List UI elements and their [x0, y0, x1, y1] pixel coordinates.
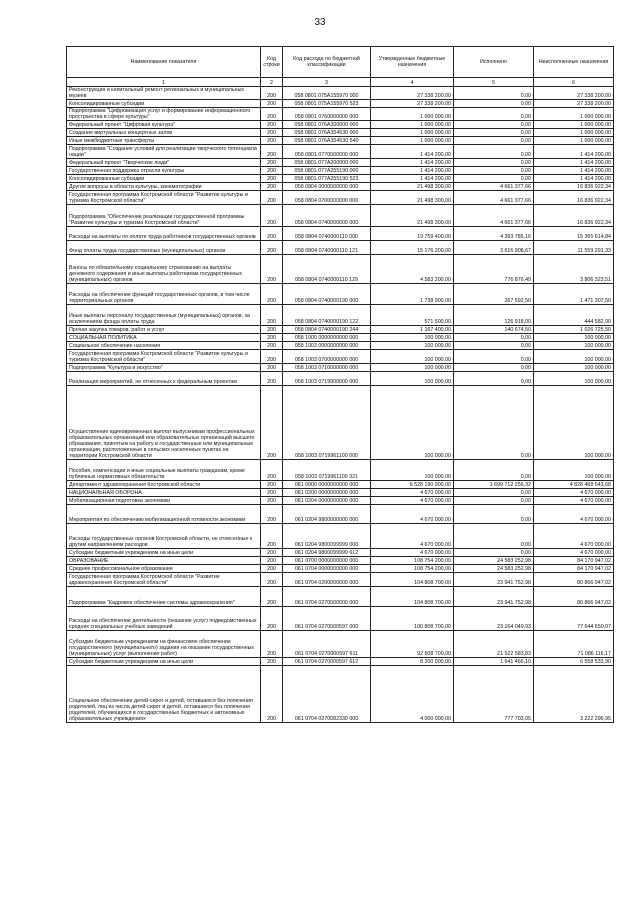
- table-row: [67, 666, 614, 723]
- row-executed: 3 616 908,67: [454, 241, 534, 255]
- row-name: Департамент здравоохранения Костромской области: [67, 481, 261, 489]
- row-name: Консолидированные субсидии: [67, 175, 261, 183]
- row-code: 200: [261, 364, 283, 372]
- row-executed: 0,00: [454, 489, 534, 497]
- row-approved: 15 176 200,00: [371, 241, 454, 255]
- table-row: [67, 565, 614, 573]
- row-classification: 058 0801 0770000000 000: [283, 145, 371, 159]
- row-unexecuted: 1 471 307,50: [534, 284, 614, 305]
- row-name: Федеральный проект "Творческие люди": [67, 159, 261, 167]
- row-classification: 058 0801 075А155970 523: [283, 100, 371, 108]
- row-code: 200: [261, 350, 283, 364]
- table-row: [67, 573, 614, 587]
- row-approved: 4 670 000,00: [371, 505, 454, 524]
- row-name: Государственная программа Костромской области "Развитие культуры и туризма Костромской области": [67, 191, 261, 205]
- row-unexecuted: 1 414 200,00: [534, 175, 614, 183]
- row-approved: 1 000 000,00: [371, 137, 454, 145]
- table-row: [67, 505, 614, 524]
- row-name: Пособия, компенсации и иные социальные выплаты гражданам, кроме публичных нормативных обязательств: [67, 460, 261, 481]
- row-name: Расходы государственных органов Костромской области, не отнесенные к другим направлениям расходов: [67, 524, 261, 549]
- table-row: [67, 607, 614, 631]
- row-approved: 92 608 700,00: [371, 631, 454, 658]
- column-number: 3: [283, 78, 371, 87]
- row-name: Иные выплаты персоналу государственных (муниципальных) органов, за исключением фонда оплаты труда: [67, 305, 261, 326]
- row-unexecuted: 1 000 000,00: [534, 108, 614, 121]
- row-code: 200: [261, 342, 283, 350]
- column-number: 1: [67, 78, 261, 87]
- table-row: [67, 524, 614, 549]
- row-approved: 571 500,00: [371, 305, 454, 326]
- table-row: [67, 326, 614, 334]
- row-classification: 061 0704 0200000000 000: [283, 573, 371, 587]
- row-executed: 1 641 466,10: [454, 658, 534, 666]
- row-approved: 19 759 400,00: [371, 227, 454, 241]
- row-executed: 0,00: [454, 549, 534, 557]
- table-row: [67, 460, 614, 481]
- table-row: [67, 205, 614, 227]
- row-approved: 100 000,00: [371, 364, 454, 372]
- row-code: 200: [261, 557, 283, 565]
- row-name: Подпрограмма "Цифровизация услуг и формирование информационного пространства в сфере культуры": [67, 108, 261, 121]
- row-code: 200: [261, 137, 283, 145]
- row-approved: 4 670 000,00: [371, 524, 454, 549]
- row-name: Социальное обеспечение детей-сирот и детей, оставшихся без попечения родителей, лиц из числа детей-сирот и детей, оставшихся без попечения родителей, обучающихся в государственных бюджетных и автономных образовательных учреждениях: [67, 666, 261, 723]
- header-code: Код строки: [261, 47, 283, 78]
- table-row: [67, 159, 614, 167]
- table-row: [67, 350, 614, 364]
- row-approved: 104 808 700,00: [371, 573, 454, 587]
- row-classification: 061 0704 0270000597 612: [283, 658, 371, 666]
- row-classification: 061 0704 0270000597 000: [283, 607, 371, 631]
- table-row: [67, 227, 614, 241]
- row-name: Подпрограмма "Культура и искусство": [67, 364, 261, 372]
- row-classification: 058 1003 0719961100 000: [283, 386, 371, 460]
- row-code: 200: [261, 145, 283, 159]
- row-executed: 0,00: [454, 497, 534, 505]
- row-name: Расходы на обеспечение функций государственных органов, в том числе территориальных органов: [67, 284, 261, 305]
- row-approved: 100 808 700,00: [371, 607, 454, 631]
- row-unexecuted: 16 836 922,34: [534, 183, 614, 191]
- row-executed: 24 583 252,98: [454, 565, 534, 573]
- row-classification: 058 1003 0700000000 000: [283, 350, 371, 364]
- row-code: 200: [261, 524, 283, 549]
- row-approved: 100 000,00: [371, 372, 454, 386]
- row-executed: 126 918,00: [454, 305, 534, 326]
- row-executed: 0,00: [454, 145, 534, 159]
- row-approved: 1 414 200,00: [371, 159, 454, 167]
- row-code: 200: [261, 549, 283, 557]
- row-approved: 4 000 000,00: [371, 666, 454, 723]
- row-code: 200: [261, 497, 283, 505]
- header-name: Наименование показателя: [67, 47, 261, 78]
- row-unexecuted: 1 414 200,00: [534, 167, 614, 175]
- row-code: 200: [261, 241, 283, 255]
- row-approved: 108 754 200,00: [371, 565, 454, 573]
- row-unexecuted: 27 338 200,00: [534, 87, 614, 100]
- row-unexecuted: 84 170 947,02: [534, 557, 614, 565]
- row-executed: 0,00: [454, 364, 534, 372]
- row-classification: 058 0804 0740000190 000: [283, 284, 371, 305]
- table-row: [67, 364, 614, 372]
- table-row: [67, 167, 614, 175]
- row-code: 200: [261, 205, 283, 227]
- table-row: [67, 183, 614, 191]
- row-unexecuted: 4 828 468 643,68: [534, 481, 614, 489]
- row-approved: 100 000,00: [371, 386, 454, 460]
- row-approved: 4 670 000,00: [371, 549, 454, 557]
- row-name: Субсидии бюджетным учреждениям на финансовое обеспечение государственного (муниципального) задания на оказание государственных (муниципальных) услуг (выполнение работ): [67, 631, 261, 658]
- row-classification: 058 0801 076А354530 540: [283, 137, 371, 145]
- table-row: [67, 145, 614, 159]
- row-executed: 0,00: [454, 159, 534, 167]
- row-classification: 061 0200 0000000000 000: [283, 489, 371, 497]
- table-row: [67, 631, 614, 658]
- row-code: 200: [261, 284, 283, 305]
- row-unexecuted: 84 170 947,02: [534, 565, 614, 573]
- row-classification: 058 0804 0740000110 121: [283, 241, 371, 255]
- row-name: Расходы на обеспечение деятельности (оказание услуг) подведомственных средних специальных учебных заведений: [67, 607, 261, 631]
- row-unexecuted: 1 000 000,00: [534, 137, 614, 145]
- row-approved: 100 000,00: [371, 342, 454, 350]
- row-code: 200: [261, 183, 283, 191]
- column-number-row: [67, 78, 614, 87]
- row-executed: 21 522 583,83: [454, 631, 534, 658]
- row-executed: 0,00: [454, 350, 534, 364]
- row-approved: 4 670 000,00: [371, 489, 454, 497]
- row-code: 200: [261, 326, 283, 334]
- column-number: 5: [454, 78, 534, 87]
- row-classification: 061 0204 9800099999 000: [283, 524, 371, 549]
- budget-table: [66, 46, 614, 723]
- row-classification: 061 0000 0000000000 000: [283, 481, 371, 489]
- row-name: Субсидии бюджетным учреждениям на иные цели: [67, 549, 261, 557]
- row-unexecuted: 4 670 000,00: [534, 497, 614, 505]
- row-code: 200: [261, 505, 283, 524]
- row-unexecuted: 15 365 614,84: [534, 227, 614, 241]
- row-approved: 4 583 200,00: [371, 255, 454, 284]
- row-executed: 4 661 377,66: [454, 183, 534, 191]
- row-name: Среднее профессиональное образование: [67, 565, 261, 573]
- row-executed: 267 592,50: [454, 284, 534, 305]
- row-executed: 0,00: [454, 342, 534, 350]
- row-name: Фонд оплаты труда государственных (муниципальных) органов: [67, 241, 261, 255]
- row-name: Государственная поддержка отрасли культуры: [67, 167, 261, 175]
- row-approved: 100 000,00: [371, 350, 454, 364]
- row-approved: 104 808 700,00: [371, 587, 454, 607]
- row-code: 200: [261, 121, 283, 129]
- row-unexecuted: 80 866 947,02: [534, 573, 614, 587]
- row-approved: 4 670 000,00: [371, 497, 454, 505]
- table-row: [67, 549, 614, 557]
- row-approved: 21 498 300,00: [371, 191, 454, 205]
- row-unexecuted: 100 000,00: [534, 460, 614, 481]
- row-approved: 100 000,00: [371, 460, 454, 481]
- row-classification: 058 0804 0740000110 129: [283, 255, 371, 284]
- row-classification: 058 0804 0740000190 244: [283, 326, 371, 334]
- row-classification: 058 1003 0000000000 000: [283, 342, 371, 350]
- table-row: [67, 386, 614, 460]
- row-executed: 0,00: [454, 334, 534, 342]
- row-approved: 1 000 000,00: [371, 129, 454, 137]
- row-classification: 061 0704 0270000597 611: [283, 631, 371, 658]
- row-name: Подпрограмма "Кадровое обеспечение системы здравоохранения": [67, 587, 261, 607]
- row-code: 200: [261, 175, 283, 183]
- row-name: Расходы на выплаты по оплате труда работников государственных органов: [67, 227, 261, 241]
- table-row: [67, 255, 614, 284]
- row-name: Иные межбюджетные трансферты: [67, 137, 261, 145]
- row-name: СОЦИАЛЬНАЯ ПОЛИТИКА: [67, 334, 261, 342]
- row-classification: 058 0804 0700000000 000: [283, 191, 371, 205]
- row-name: Подпрограмма "Создание условий для реализации творческого потенциала нации": [67, 145, 261, 159]
- row-code: 200: [261, 87, 283, 100]
- row-executed: 0,00: [454, 505, 534, 524]
- row-approved: 1 000 000,00: [371, 108, 454, 121]
- row-classification: 061 0700 0000000000 000: [283, 557, 371, 565]
- row-approved: 8 200 000,00: [371, 658, 454, 666]
- table-row: [67, 481, 614, 489]
- row-unexecuted: 4 670 000,00: [534, 505, 614, 524]
- row-classification: 061 0204 9800000000 000: [283, 505, 371, 524]
- row-classification: 058 0804 0740000110 000: [283, 227, 371, 241]
- row-executed: 4 661 377,66: [454, 205, 534, 227]
- row-unexecuted: 77 644 650,07: [534, 607, 614, 631]
- row-classification: 058 1003 0719900000 000: [283, 372, 371, 386]
- row-code: 200: [261, 159, 283, 167]
- row-name: Государственная программа Костромской области "Развитие здравоохранения Костромской области": [67, 573, 261, 587]
- header-row: [67, 47, 614, 78]
- row-executed: 0,00: [454, 129, 534, 137]
- row-code: 200: [261, 129, 283, 137]
- row-classification: 061 0204 0000000000 000: [283, 497, 371, 505]
- row-code: 200: [261, 100, 283, 108]
- row-code: 200: [261, 305, 283, 326]
- row-executed: 0,00: [454, 175, 534, 183]
- row-name: Другие вопросы в области культуры, кинематографии: [67, 183, 261, 191]
- row-executed: 0,00: [454, 460, 534, 481]
- row-executed: 0,00: [454, 108, 534, 121]
- table-row: [67, 121, 614, 129]
- row-executed: 0,00: [454, 167, 534, 175]
- row-unexecuted: 100 000,00: [534, 372, 614, 386]
- row-classification: 061 0204 9800099999 612: [283, 549, 371, 557]
- row-unexecuted: 100 000,00: [534, 386, 614, 460]
- row-approved: 21 498 300,00: [371, 183, 454, 191]
- row-unexecuted: 1 000 000,00: [534, 129, 614, 137]
- row-unexecuted: 444 582,00: [534, 305, 614, 326]
- row-classification: 061 0704 0270000000 000: [283, 587, 371, 607]
- row-approved: 1 414 200,00: [371, 145, 454, 159]
- row-executed: 4 393 785,16: [454, 227, 534, 241]
- row-approved: 100 000,00: [371, 334, 454, 342]
- row-executed: 0,00: [454, 100, 534, 108]
- row-approved: 108 754 200,00: [371, 557, 454, 565]
- row-classification: 061 0704 0270082330 000: [283, 666, 371, 723]
- row-unexecuted: 1 414 200,00: [534, 159, 614, 167]
- table-row: [67, 587, 614, 607]
- row-unexecuted: 80 866 947,02: [534, 587, 614, 607]
- row-classification: 058 0801 076А354530 000: [283, 129, 371, 137]
- row-name: Взносы по обязательному социальному страхованию на выплаты денежного содержания и иные выплаты работникам государственных (муниципальных) органов: [67, 255, 261, 284]
- row-unexecuted: 3 222 296,95: [534, 666, 614, 723]
- row-unexecuted: 1 026 725,50: [534, 326, 614, 334]
- row-code: 200: [261, 167, 283, 175]
- row-executed: 0,00: [454, 372, 534, 386]
- row-unexecuted: 100 000,00: [534, 364, 614, 372]
- row-approved: 1 414 200,00: [371, 167, 454, 175]
- row-executed: 0,00: [454, 121, 534, 129]
- row-classification: 058 0801 077А255190 523: [283, 175, 371, 183]
- column-number: 2: [261, 78, 283, 87]
- table-row: [67, 334, 614, 342]
- row-name: Социальное обеспечение населения: [67, 342, 261, 350]
- row-approved: 1 167 400,00: [371, 326, 454, 334]
- row-unexecuted: 1 414 200,00: [534, 145, 614, 159]
- row-name: НАЦИОНАЛЬНАЯ ОБОРОНА: [67, 489, 261, 497]
- row-executed: 0,00: [454, 87, 534, 100]
- table-row: [67, 658, 614, 666]
- row-code: 200: [261, 460, 283, 481]
- row-name: Федеральный проект "Цифровая культура": [67, 121, 261, 129]
- row-approved: 6 528 190 900,00: [371, 481, 454, 489]
- row-unexecuted: 16 836 922,34: [534, 191, 614, 205]
- row-code: 200: [261, 481, 283, 489]
- row-unexecuted: 11 559 291,33: [534, 241, 614, 255]
- row-code: 200: [261, 587, 283, 607]
- row-executed: 24 583 252,98: [454, 557, 534, 565]
- row-name: Государственная программа Костромской области "Развитие культуры и туризма Костромской области": [67, 350, 261, 364]
- row-executed: 23 941 752,98: [454, 587, 534, 607]
- table-row: [67, 489, 614, 497]
- row-unexecuted: 6 558 533,90: [534, 658, 614, 666]
- table-row: [67, 342, 614, 350]
- header-unexecuted: Неисполненные назначения: [534, 47, 614, 78]
- row-classification: 058 1003 0710000000 000: [283, 364, 371, 372]
- row-unexecuted: 3 806 323,51: [534, 255, 614, 284]
- row-unexecuted: 71 086 116,17: [534, 631, 614, 658]
- row-classification: 058 0801 077А200000 000: [283, 159, 371, 167]
- row-executed: 140 674,50: [454, 326, 534, 334]
- row-executed: 777 703,05: [454, 666, 534, 723]
- row-name: Консолидированные субсидии: [67, 100, 261, 108]
- row-unexecuted: 4 670 000,00: [534, 489, 614, 497]
- row-executed: 0,00: [454, 386, 534, 460]
- row-executed: 4 661 377,66: [454, 191, 534, 205]
- row-classification: 061 0704 0000000000 000: [283, 565, 371, 573]
- row-name: Субсидии бюджетным учреждениям на иные цели: [67, 658, 261, 666]
- row-unexecuted: 27 338 200,00: [534, 100, 614, 108]
- table-row: [67, 191, 614, 205]
- row-classification: 058 1000 0000000000 000: [283, 334, 371, 342]
- row-approved: 21 498 300,00: [371, 205, 454, 227]
- row-classification: 058 0804 0740000190 122: [283, 305, 371, 326]
- row-executed: 776 876,49: [454, 255, 534, 284]
- row-executed: 0,00: [454, 524, 534, 549]
- row-code: 200: [261, 631, 283, 658]
- row-unexecuted: 1 000 000,00: [534, 121, 614, 129]
- row-name: Создание виртуальных концертных залов: [67, 129, 261, 137]
- table-row: [67, 284, 614, 305]
- row-executed: 23 941 752,98: [454, 573, 534, 587]
- row-classification: 058 1003 0719961100 321: [283, 460, 371, 481]
- table-row: [67, 305, 614, 326]
- row-code: 200: [261, 372, 283, 386]
- row-code: 200: [261, 565, 283, 573]
- row-classification: 058 0804 0000000000 000: [283, 183, 371, 191]
- row-code: 200: [261, 489, 283, 497]
- row-unexecuted: 4 670 000,00: [534, 549, 614, 557]
- row-code: 200: [261, 607, 283, 631]
- row-name: Мобилизационная подготовка экономики: [67, 497, 261, 505]
- row-approved: 1 738 900,00: [371, 284, 454, 305]
- row-executed: 1 699 712 256,32: [454, 481, 534, 489]
- column-number: 6: [534, 78, 614, 87]
- row-code: 200: [261, 386, 283, 460]
- row-name: Мероприятия по обеспечению мобилизационной готовности экономики: [67, 505, 261, 524]
- row-approved: 1 414 200,00: [371, 175, 454, 183]
- row-name: ОБРАЗОВАНИЕ: [67, 557, 261, 565]
- row-executed: 0,00: [454, 137, 534, 145]
- table-row: [67, 175, 614, 183]
- table-row: [67, 241, 614, 255]
- row-unexecuted: 16 836 922,34: [534, 205, 614, 227]
- row-code: 200: [261, 191, 283, 205]
- row-classification: 058 0804 0740000000 000: [283, 205, 371, 227]
- row-name: Подпрограмма "Обеспечение реализации государственной программы "Развитие культуры и туризма Костромской области": [67, 205, 261, 227]
- row-classification: 058 0801 0760000000 000: [283, 108, 371, 121]
- row-name: Реализация мероприятий, не отнесенных к федеральным проектам: [67, 372, 261, 386]
- table-row: [67, 129, 614, 137]
- row-executed: 23 164 049,93: [454, 607, 534, 631]
- row-approved: 1 000 000,00: [371, 121, 454, 129]
- row-classification: 058 0801 075А155970 000: [283, 87, 371, 100]
- row-unexecuted: 100 000,00: [534, 334, 614, 342]
- header-classification: Код расхода по бюджетной классификации: [283, 47, 371, 78]
- row-name: Реконструкция и капитальный ремонт региональных и муниципальных музеев: [67, 87, 261, 100]
- header-approved: Утвержденные бюджетные назначения: [371, 47, 454, 78]
- row-unexecuted: 100 000,00: [534, 350, 614, 364]
- table-row: [67, 372, 614, 386]
- row-classification: 058 0801 076А300000 000: [283, 121, 371, 129]
- table-row: [67, 87, 614, 100]
- row-classification: 058 0801 077А255190 000: [283, 167, 371, 175]
- row-approved: 27 338 200,00: [371, 100, 454, 108]
- row-code: 200: [261, 108, 283, 121]
- table-row: [67, 137, 614, 145]
- row-approved: 27 338 200,00: [371, 87, 454, 100]
- column-number: 4: [371, 78, 454, 87]
- row-code: 200: [261, 255, 283, 284]
- page-number: 33: [314, 17, 326, 28]
- row-code: 200: [261, 334, 283, 342]
- table-row: [67, 100, 614, 108]
- row-code: 200: [261, 666, 283, 723]
- table-row: [67, 497, 614, 505]
- table-row: [67, 108, 614, 121]
- row-unexecuted: 4 670 000,00: [534, 524, 614, 549]
- row-unexecuted: 100 000,00: [534, 342, 614, 350]
- row-code: 200: [261, 658, 283, 666]
- row-code: 200: [261, 573, 283, 587]
- row-name: Осуществление единовременных выплат выпускникам профессиональных образовательных организаций или образовательных организаций высшего образования, принятым на работу в государственные или муниципальные организации, расположенные в сельских населенных пунктах на территории Костромской области: [67, 386, 261, 460]
- row-code: 200: [261, 227, 283, 241]
- table-row: [67, 557, 614, 565]
- row-name: Прочая закупка товаров, работ и услуг: [67, 326, 261, 334]
- header-executed: Исполнено: [454, 47, 534, 78]
